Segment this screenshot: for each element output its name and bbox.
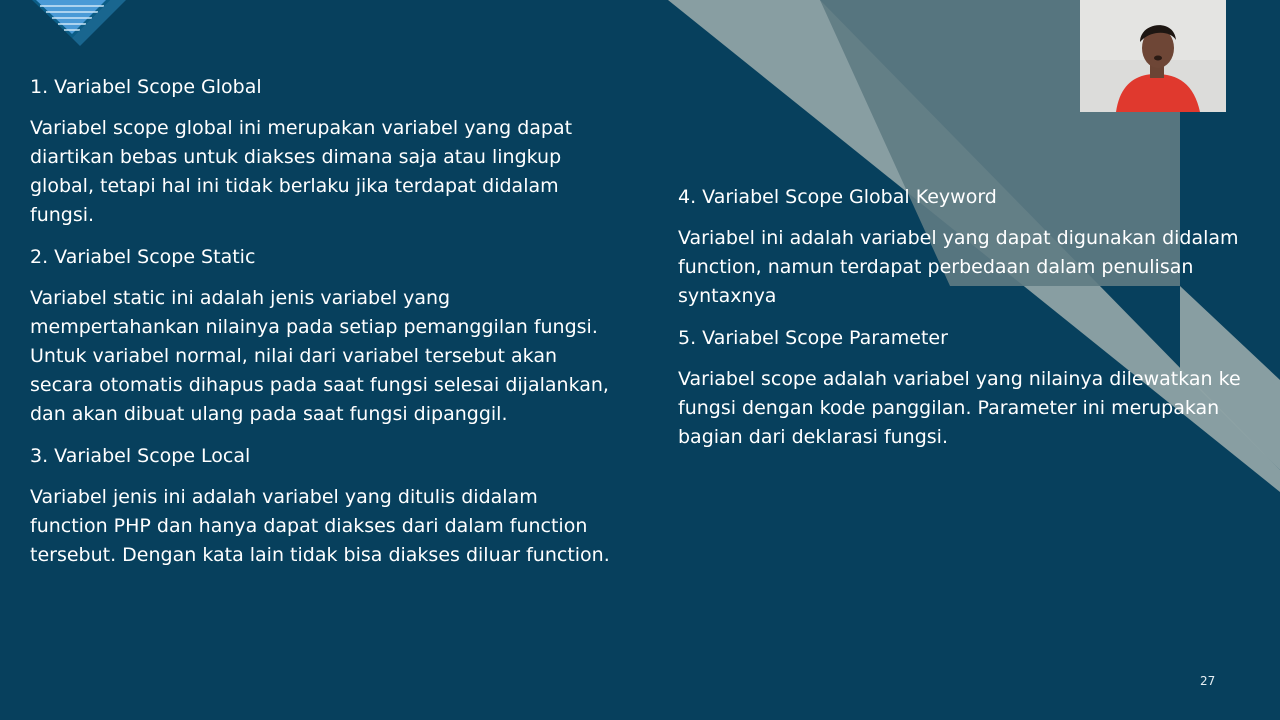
section-3-heading: 3. Variabel Scope Local xyxy=(30,445,251,467)
left-column xyxy=(30,72,620,582)
right-column xyxy=(678,182,1258,464)
presenter-webcam-icon xyxy=(1080,0,1226,112)
section-5-heading: 5. Variabel Scope Parameter xyxy=(678,327,948,349)
section-2-heading: 2. Variabel Scope Static xyxy=(30,246,256,268)
slide-page-number: 27 xyxy=(1200,674,1216,688)
section-3-body: Variabel jenis ini adalah variabel yang ditulis didalam function PHP dan hanya dapat diakses dari dalam function tersebut. Dengan kata lain tidak bisa diakses diluar function. xyxy=(30,486,610,566)
section-2-body: Variabel static ini adalah jenis variabel yang mempertahankan nilainya pada setiap pemanggilan fungsi. Untuk variabel normal, nilai dari variabel tersebut akan secara otomatis dihapus pada saat fungsi selesai dijalankan, dan akan dibuat ulang pada saat fungsi dipanggil. xyxy=(30,287,609,425)
section-4-body: Variabel ini adalah variabel yang dapat digunakan didalam function, namun terdapat perbedaan dalam penulisan syntaxnya xyxy=(678,227,1239,307)
section-1-heading: 1. Variabel Scope Global xyxy=(30,76,262,98)
section-5-body: Variabel scope adalah variabel yang nilainya dilewatkan ke fungsi dengan kode panggilan. Parameter ini merupakan bagian dari deklarasi fungsi. xyxy=(678,368,1241,448)
section-4-heading: 4. Variabel Scope Global Keyword xyxy=(678,186,997,208)
section-1-body: Variabel scope global ini merupakan variabel yang dapat diartikan bebas untuk diakses dimana saja atau lingkup global, tetapi hal ini tidak berlaku jika terdapat didalam fungsi. xyxy=(30,117,573,226)
presenter-webcam-overlay xyxy=(1080,0,1226,112)
triangle-logo-icon xyxy=(32,0,126,46)
